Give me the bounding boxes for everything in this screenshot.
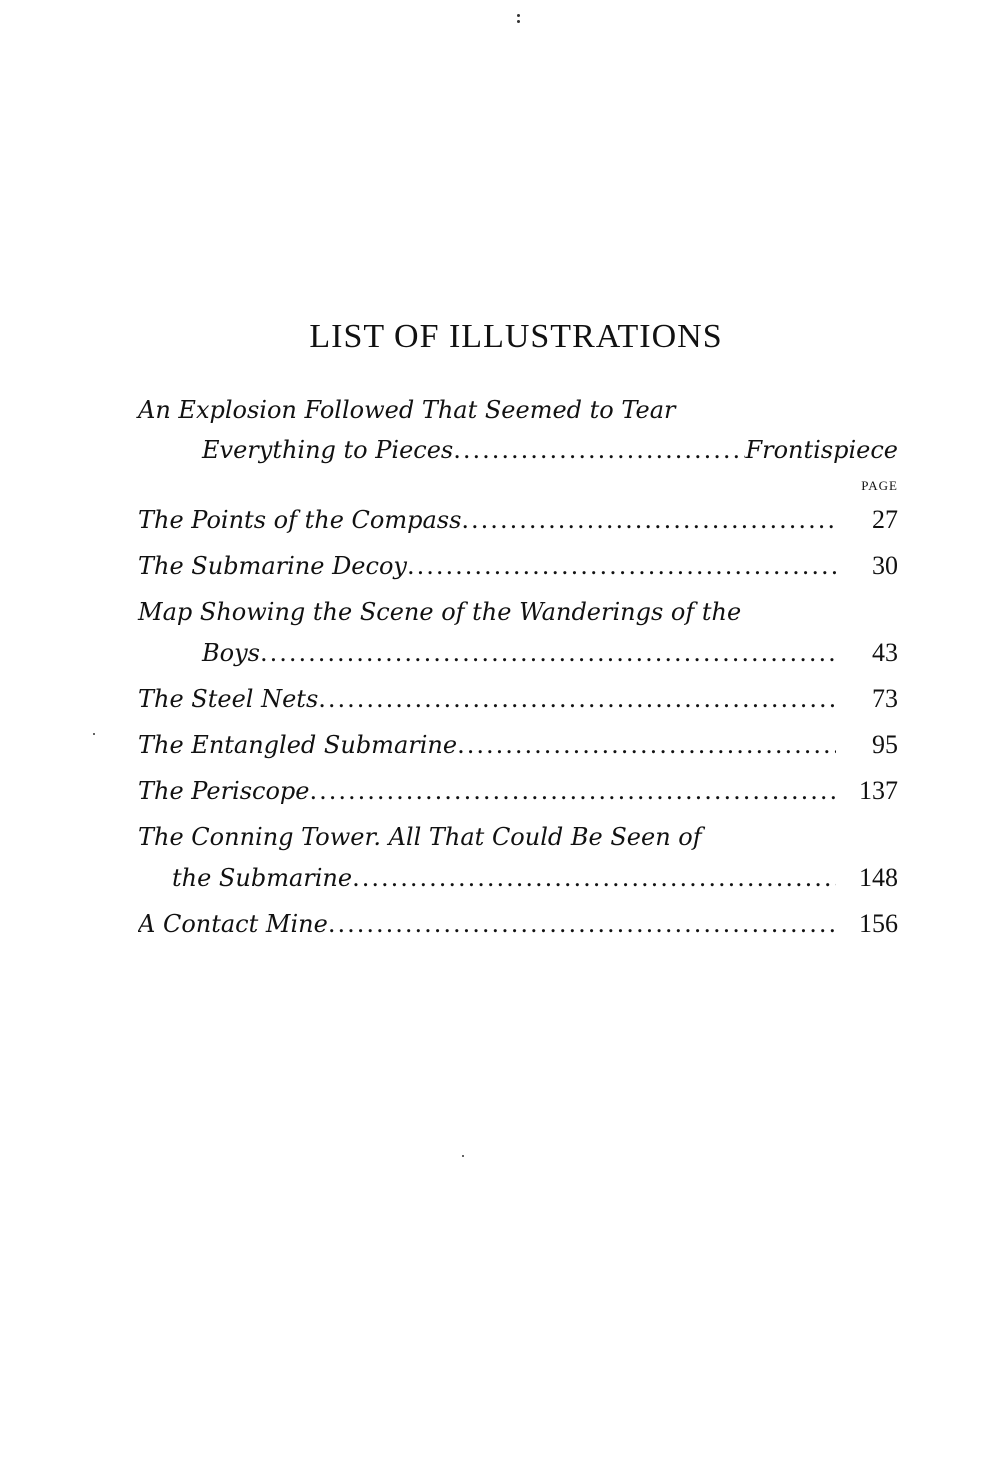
page-number: 137 (859, 776, 898, 805)
page-number: 156 (859, 909, 898, 938)
page-number: 73 (872, 684, 898, 713)
page-number: 95 (872, 730, 898, 759)
list-item (138, 725, 898, 765)
dot-leader (318, 679, 836, 719)
list-item-line-1 (138, 592, 898, 633)
page-column-header (138, 470, 898, 500)
frontispiece-line-2 (138, 430, 898, 470)
ink-speck (93, 733, 95, 735)
dot-leader (457, 725, 836, 765)
entry-text: The Steel Nets (138, 685, 319, 713)
entry-text: Map Showing the Scene of the Wanderings of the (138, 598, 742, 626)
ink-speck (517, 20, 520, 23)
dot-leader (310, 771, 837, 811)
entry-text: A Contact Mine (138, 910, 328, 938)
list-item (138, 904, 898, 944)
ink-speck (462, 1155, 464, 1157)
dot-leader (407, 546, 836, 586)
illustrations-list (138, 390, 898, 944)
list-item (138, 633, 898, 673)
entry-text: The Submarine Decoy (138, 552, 407, 580)
list-item (138, 500, 898, 540)
list-item (138, 771, 898, 811)
dot-leader (461, 500, 836, 540)
list-item (138, 679, 898, 719)
list-item-line-1 (138, 817, 898, 858)
entry-text: Everything to Pieces (202, 436, 454, 464)
entry-text: the Submarine (172, 864, 353, 892)
dot-leader (260, 633, 836, 673)
page-number: 27 (872, 505, 898, 534)
page-column-label: PAGE (861, 478, 898, 493)
entry-text: The Points of the Compass (138, 506, 462, 534)
dot-leader (453, 430, 745, 470)
entry-text: The Periscope (138, 777, 310, 805)
dot-leader (352, 858, 836, 898)
page-number: 148 (859, 863, 898, 892)
page-number: 43 (872, 638, 898, 667)
list-item (138, 858, 898, 898)
dot-leader (328, 904, 836, 944)
entry-text: The Conning Tower. All That Could Be Seen of (138, 823, 702, 851)
frontispiece-line-1 (138, 390, 898, 430)
entry-text: Boys (202, 639, 260, 667)
page-number: 30 (872, 551, 898, 580)
frontispiece-label: Frontispiece (745, 436, 898, 464)
ink-speck (517, 14, 520, 17)
entry-text: An Explosion Followed That Seemed to Tear (138, 396, 676, 424)
page-title: LIST OF ILLUSTRATIONS (309, 318, 723, 355)
entry-text: The Entangled Submarine (138, 731, 458, 759)
list-item (138, 546, 898, 586)
